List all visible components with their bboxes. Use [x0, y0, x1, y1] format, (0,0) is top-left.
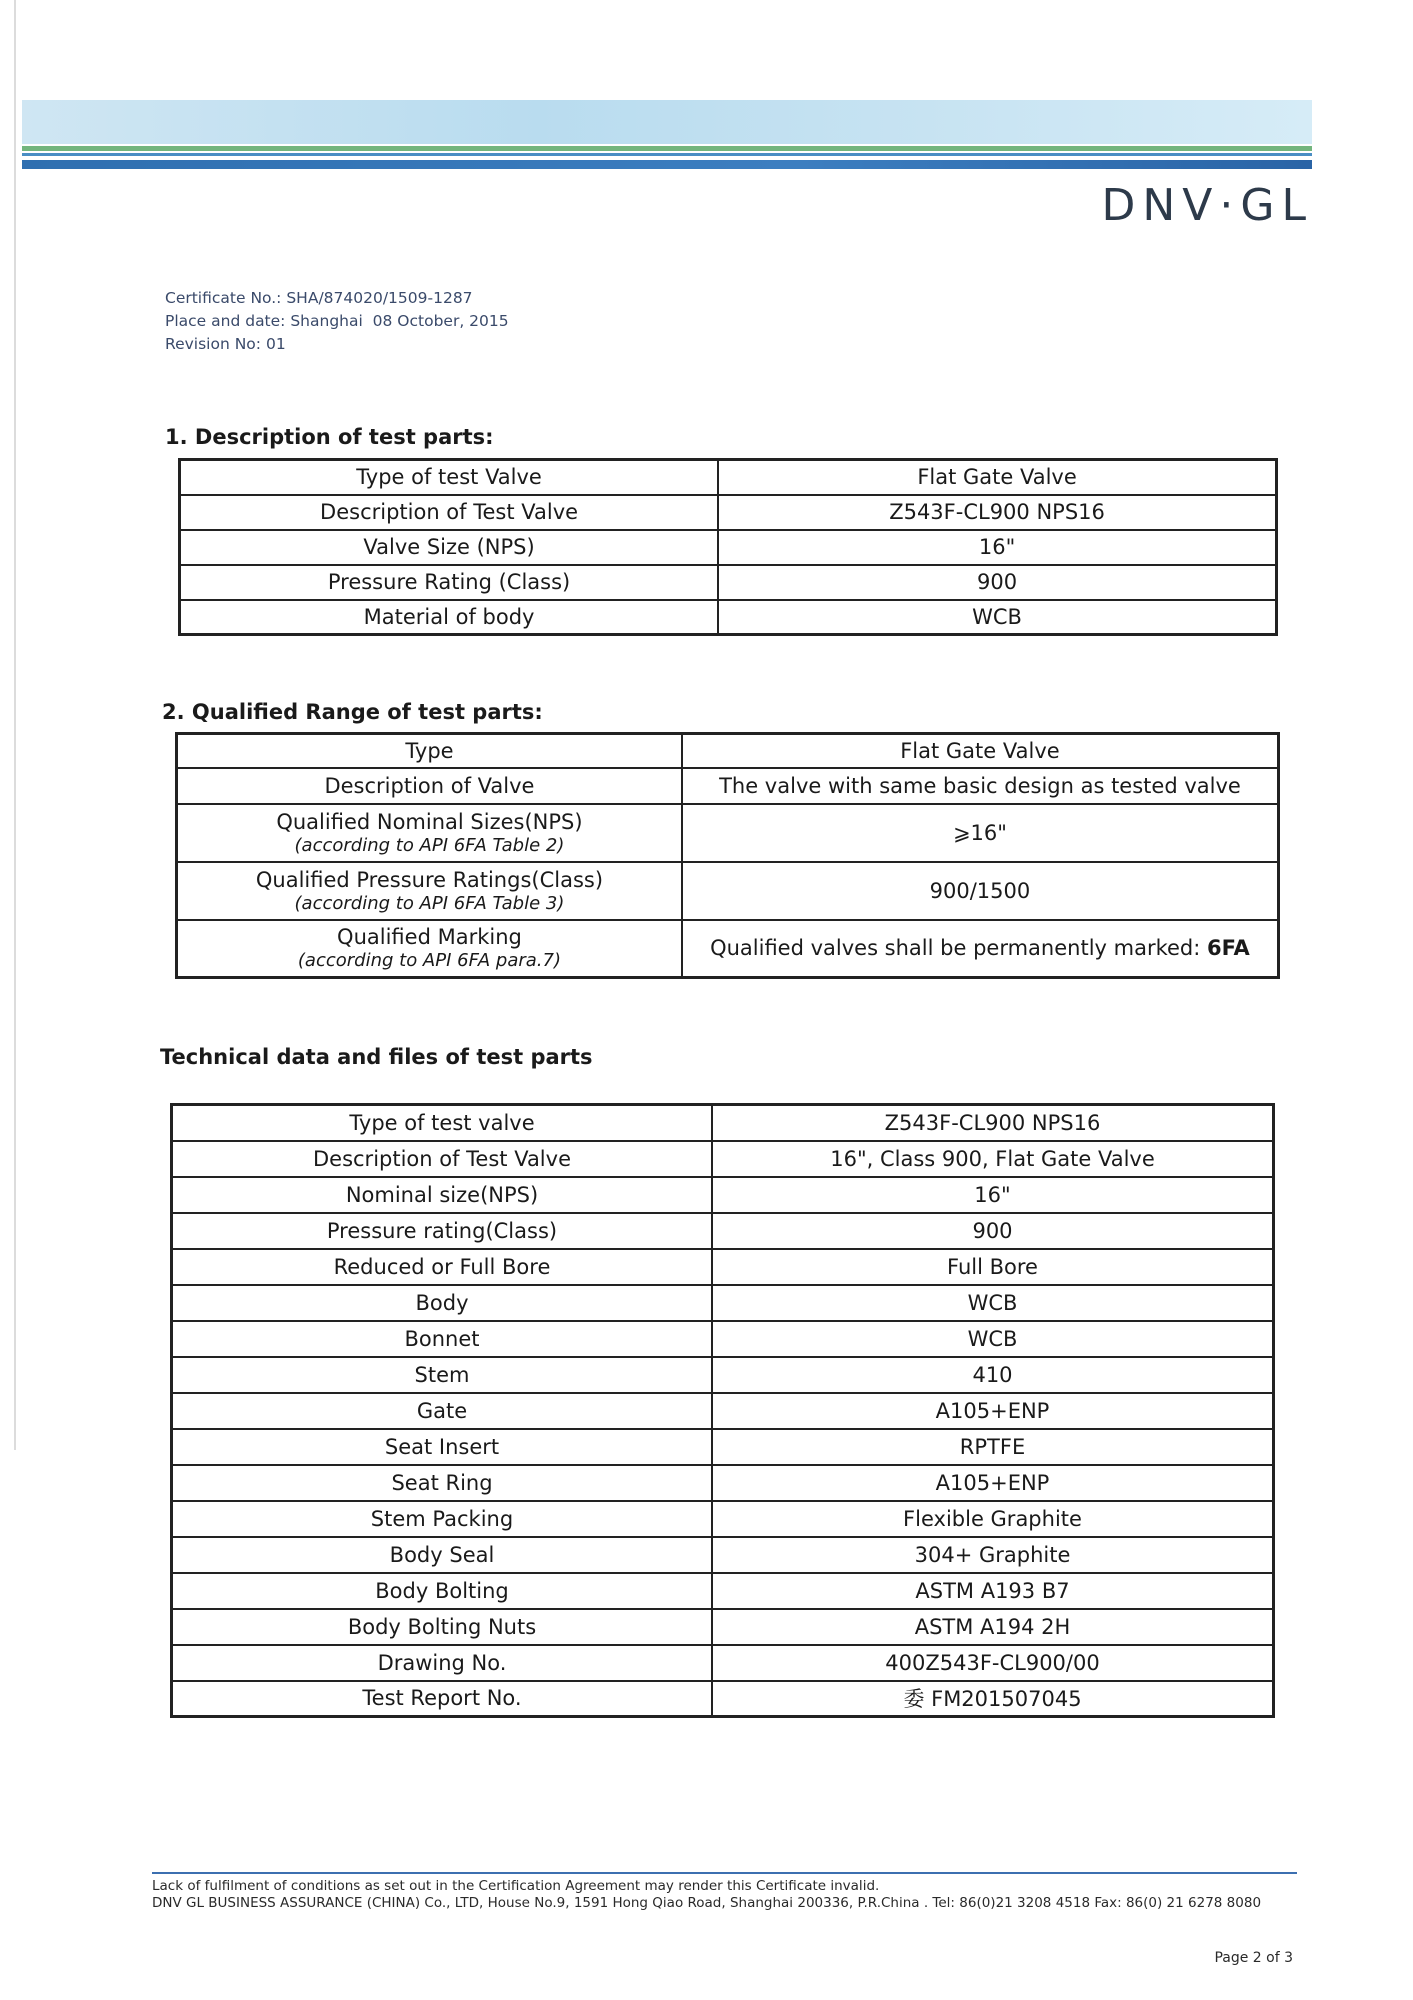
page-number: Page 2 of 3: [1214, 1950, 1293, 1966]
qualified-range-table: [175, 732, 1280, 979]
row-label: Test Report No.: [172, 1681, 713, 1717]
table-row: [172, 1393, 1274, 1429]
row-label-text: Description of Valve: [324, 773, 535, 798]
header-banner: [22, 100, 1312, 172]
banner-stripe-dark-blue: [22, 160, 1312, 169]
table-row: [180, 495, 1277, 530]
row-label: Seat Ring: [172, 1465, 713, 1501]
marking-code: 6FA: [1207, 936, 1250, 961]
place-value: Shanghai 08 October, 2015: [290, 312, 509, 330]
certificate-label: Certificate No.:: [165, 289, 282, 307]
row-label: [177, 862, 682, 920]
row-value: Flat Gate Valve: [682, 734, 1279, 768]
table-row: [177, 920, 1279, 978]
table-row: [177, 734, 1279, 768]
row-label: Valve Size (NPS): [180, 530, 719, 565]
row-label: [177, 734, 682, 768]
row-value: Z543F-CL900 NPS16: [718, 495, 1276, 530]
banner-stripe-blue: [22, 153, 1312, 156]
row-value: Full Bore: [712, 1249, 1274, 1285]
row-label: Pressure Rating (Class): [180, 565, 719, 600]
banner-stripe-green: [22, 146, 1312, 151]
row-value: ASTM A194 2H: [712, 1609, 1274, 1645]
table-row: [172, 1465, 1274, 1501]
row-label: Bonnet: [172, 1321, 713, 1357]
footer-disclaimer: Lack of fulfilment of conditions as set out in the Certification Agreement may render this Certificate invalid.: [152, 1878, 880, 1894]
row-label: [177, 920, 682, 978]
table-row: [172, 1249, 1274, 1285]
table-row: [172, 1573, 1274, 1609]
row-label: Gate: [172, 1393, 713, 1429]
table-row: [172, 1609, 1274, 1645]
row-value: WCB: [712, 1285, 1274, 1321]
row-label-reference: (according to API 6FA para.7): [297, 950, 561, 972]
certificate-number-line: [165, 287, 509, 310]
technical-data-table: [170, 1103, 1275, 1718]
row-label: Description of Test Valve: [172, 1141, 713, 1177]
table-row: [177, 768, 1279, 804]
row-label: Type of test Valve: [180, 460, 719, 495]
row-value: A105+ENP: [712, 1393, 1274, 1429]
place-label: Place and date:: [165, 312, 286, 330]
row-label: Reduced or Full Bore: [172, 1249, 713, 1285]
table-row: [172, 1177, 1274, 1213]
table-row: [172, 1645, 1274, 1681]
row-label: Material of body: [180, 600, 719, 635]
row-label: [177, 804, 682, 862]
table-row: [172, 1321, 1274, 1357]
footer-divider: [152, 1872, 1297, 1874]
table-row: [177, 804, 1279, 862]
row-label: Pressure rating(Class): [172, 1213, 713, 1249]
table-row: [172, 1429, 1274, 1465]
scan-edge: [14, 0, 16, 1450]
row-label: Nominal size(NPS): [172, 1177, 713, 1213]
test-parts-table: [178, 458, 1278, 636]
table-row: [172, 1501, 1274, 1537]
row-label: [177, 768, 682, 804]
row-label: Type of test valve: [172, 1105, 713, 1141]
row-label-text: Qualified Pressure Ratings(Class): [255, 867, 604, 892]
table-row: [172, 1105, 1274, 1141]
table-row: [172, 1537, 1274, 1573]
row-label: Body Seal: [172, 1537, 713, 1573]
row-value: 410: [712, 1357, 1274, 1393]
table-row: [172, 1681, 1274, 1717]
footer: [152, 1878, 1292, 1912]
row-label: Body: [172, 1285, 713, 1321]
row-label: Body Bolting Nuts: [172, 1609, 713, 1645]
row-value: 16": [718, 530, 1276, 565]
table-row: [180, 530, 1277, 565]
row-value: WCB: [718, 600, 1276, 635]
section1-title: 1. Description of test parts:: [165, 425, 494, 449]
table-row: [180, 460, 1277, 495]
row-value: 900: [712, 1213, 1274, 1249]
revision-label: Revision No:: [165, 335, 262, 353]
table-row: [180, 600, 1277, 635]
table-row: [177, 862, 1279, 920]
row-value: RPTFE: [712, 1429, 1274, 1465]
table-row: [172, 1285, 1274, 1321]
row-value: 900/1500: [682, 862, 1279, 920]
row-value: 16", Class 900, Flat Gate Valve: [712, 1141, 1274, 1177]
row-label-text: Type: [405, 738, 454, 763]
row-value: 900: [718, 565, 1276, 600]
revision-line: [165, 333, 509, 356]
row-value: The valve with same basic design as tested valve: [682, 768, 1279, 804]
row-value: Flexible Graphite: [712, 1501, 1274, 1537]
row-label: Seat Insert: [172, 1429, 713, 1465]
row-value: Z543F-CL900 NPS16: [712, 1105, 1274, 1141]
row-label-text: Qualified Nominal Sizes(NPS): [276, 809, 583, 834]
row-label-text: Qualified Marking: [337, 925, 522, 950]
row-label: Body Bolting: [172, 1573, 713, 1609]
row-value: [682, 920, 1279, 978]
row-value: 400Z543F-CL900/00: [712, 1645, 1274, 1681]
table-row: [172, 1141, 1274, 1177]
row-value: 304+ Graphite: [712, 1537, 1274, 1573]
footer-address: DNV GL BUSINESS ASSURANCE (CHINA) Co., LTD, House No.9, 1591 Hong Qiao Road, Shanghai 200336, P.R.China . Tel: 86(0)21 3208 4518 Fax: 86(0) 21 6278 8080: [152, 1895, 1262, 1911]
banner-sky: [22, 100, 1312, 144]
row-value: Flat Gate Valve: [718, 460, 1276, 495]
row-value: ⩾16": [682, 804, 1279, 862]
table-row: [180, 565, 1277, 600]
row-label-reference: (according to API 6FA Table 3): [294, 892, 565, 914]
certificate-value: SHA/874020/1509-1287: [286, 289, 473, 307]
place-date-line: [165, 310, 509, 333]
row-label: Stem: [172, 1357, 713, 1393]
row-value: 委 FM201507045: [712, 1681, 1274, 1717]
row-value: WCB: [712, 1321, 1274, 1357]
section3-title: Technical data and files of test parts: [160, 1045, 593, 1069]
revision-value: 01: [265, 335, 286, 353]
row-value: A105+ENP: [712, 1465, 1274, 1501]
row-value: 16": [712, 1177, 1274, 1213]
row-label: Description of Test Valve: [180, 495, 719, 530]
certificate-meta: [165, 287, 509, 356]
dnv-gl-logo: DNV·GL: [1101, 180, 1313, 231]
row-value: ASTM A193 B7: [712, 1573, 1274, 1609]
marking-text: Qualified valves shall be permanently marked:: [710, 936, 1207, 961]
table-row: [172, 1357, 1274, 1393]
row-label-reference: (according to API 6FA Table 2): [294, 834, 565, 856]
row-label: Stem Packing: [172, 1501, 713, 1537]
section2-title: 2. Qualified Range of test parts:: [162, 700, 543, 724]
table-row: [172, 1213, 1274, 1249]
row-label: Drawing No.: [172, 1645, 713, 1681]
